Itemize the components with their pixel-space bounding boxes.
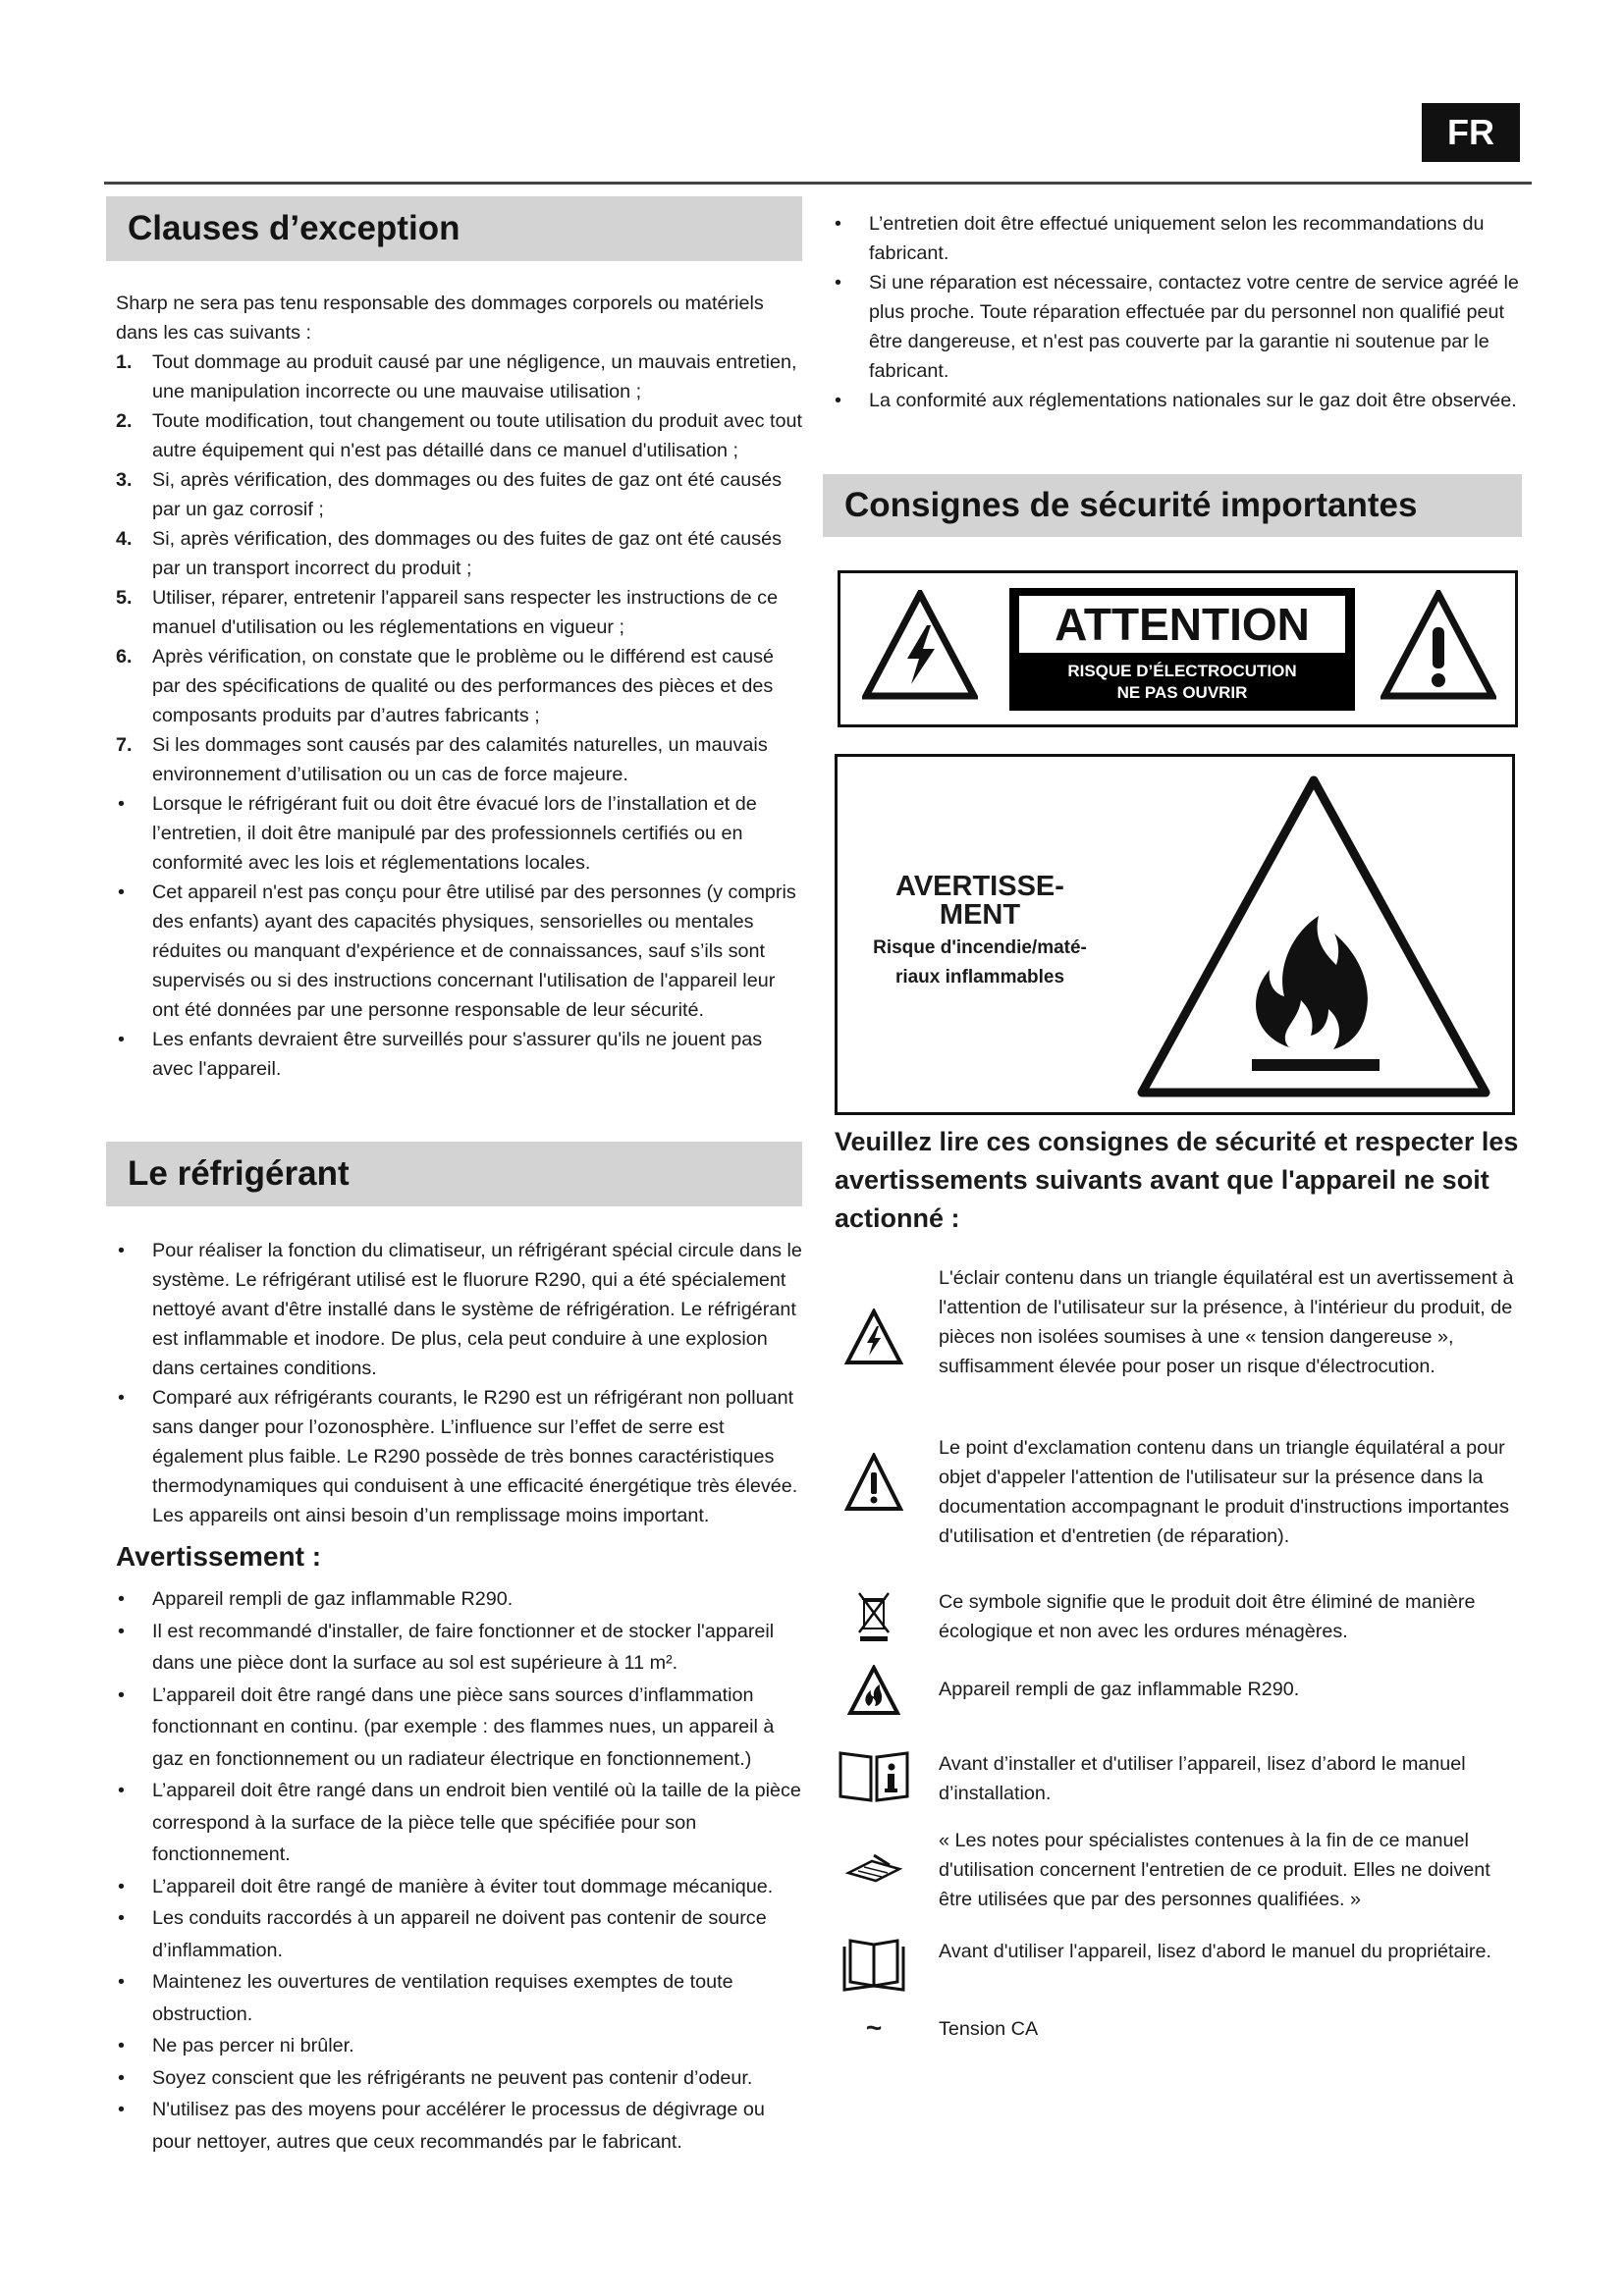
warning-body (116, 1583, 803, 2158)
list-item: • Soyez conscient que les réfrigérants ne peuvent pas contenir d’odeur. (116, 2062, 803, 2095)
lightning-triangle-icon (862, 590, 978, 700)
list-item: • La conformité aux réglementations nationales sur le gaz doit être observée. (833, 386, 1525, 415)
maintenance-body (833, 209, 1525, 415)
clauses-bullets (116, 789, 803, 1084)
list-item: • Les enfants devraient être surveillés pour s'assurer qu'ils ne jouent pas avec l'appareil. (116, 1025, 803, 1084)
list-item: • Cet appareil n'est pas conçu pour être utilisé par des personnes (y compris des enfants) ayant des capacités physiques, sensorielles ou mentales réduites ou manquant d'expérience et de connaissances, sauf s’ils sont supervisés ou si des instructions concernant l'utilisation de l'appareil leur ont été données par une personne responsable de leur sécurité. (116, 878, 803, 1025)
list-item: • Si une réparation est nécessaire, contactez votre centre de service agréé le plus proche. Toute réparation effectuée par du personnel non qualifié peut être dangereuse, et n'est pas couverte par la garantie ni soutenue par le fabricant. (833, 268, 1525, 386)
flammable-triangle-icon (847, 1665, 900, 1716)
list-item: • Comparé aux réfrigérants courants, le R290 est un réfrigérant non polluant sans danger pour l’ozonosphère. L’influence sur l’effet de serre est également plus faible. Le R290 possède de très bonnes caractéristiques thermodynamiques qui conduisent à une efficacité énergétique très élevée. Les appareils ont ainsi besoin d’un remplissage moins important. (116, 1383, 803, 1530)
open-book-icon (841, 1937, 906, 1994)
list-item: • Appareil rempli de gaz inflammable R290. (116, 1583, 803, 1616)
list-item: • Ne pas percer ni brûler. (116, 2030, 803, 2062)
manual-info-icon (838, 1749, 910, 1802)
crossed-bin-icon (857, 1591, 891, 1642)
list-item: • N'utilisez pas des moyens pour accélérer le processus de dégivrage ou pour nettoyer, autres que ceux recommandés par le fabricant. (116, 2094, 803, 2158)
flammable-triangle-icon (1132, 769, 1495, 1102)
clauses-intro: Sharp ne sera pas tenu responsable des dommages corporels ou matériels dans les cas suivants : (116, 293, 764, 344)
list-item: • Il est recommandé d'installer, de faire fonctionner et de stocker l'appareil dans une pièce dont la surface au sol est supérieure à 11 m². (116, 1616, 803, 1680)
list-item: • L’entretien doit être effectué uniquement selon les recommandations du fabricant. (833, 209, 1525, 268)
warning-subheading: Avertissement : (116, 1541, 322, 1572)
language-badge: FR (1422, 103, 1520, 162)
fire-warning-subtitle: Risque d'incendie/maté- riaux inflammables (873, 937, 1087, 988)
clauses-list (116, 347, 803, 789)
attention-subtext: RISQUE D’ÉLECTROCUTION NE PAS OUVRIR (1067, 662, 1297, 702)
exclamation-triangle-icon (844, 1453, 903, 1512)
exclamation-triangle-icon (1380, 590, 1496, 700)
header-rule (104, 182, 1532, 185)
list-item: 3. Si, après vérification, des dommages ou des fuites de gaz ont été causés par un gaz corrosif ; (116, 469, 783, 520)
list-item: • L’appareil doit être rangé de manière à éviter tout dommage mécanique. (116, 1871, 803, 1903)
list-item: • Lorsque le réfrigérant fuit ou doit être évacué lors de l’installation et de l’entretien, il doit être manipulé par des professionnels certifiés ou en conformité avec les lois et réglementations locales. (116, 789, 803, 878)
ac-tilde-icon: ~ (865, 2012, 883, 2043)
attention-title: ATTENTION (1019, 596, 1345, 653)
list-item: 6. Après vérification, on constate que le problème ou le différend est causé par des spécifications de qualité ou des performances des pièces et des composants produits par d’autres fabricants ; (116, 646, 775, 726)
list-item: 4. Si, après vérification, des dommages ou des fuites de gaz ont été causés par un transport incorrect du produit ; (116, 528, 783, 579)
symbol-row: Le point d'exclamation contenu dans un triangle équilatéral a pour objet d'appeler l'attention de l'utilisateur sur la présence dans la documentation accompagnant le produit d'instructions importantes d'utilisation et d'entretien (de réparation). (835, 1433, 1532, 1580)
symbol-row: ~ Tension CA (835, 2014, 1532, 2050)
list-item: • Maintenez les ouvertures de ventilation requises exemptes de toute obstruction. (116, 1966, 803, 2030)
fire-warning-title: AVERTISSE- MENT (895, 871, 1064, 931)
attention-box (838, 570, 1518, 727)
list-item: • L’appareil doit être rangé dans une pièce sans sources d’inflammation fonctionnant en continu. (par exemple : des flammes nues, un appareil à gaz en fonctionnement ou un radiateur électrique en fonctionnement.) (116, 1680, 803, 1776)
clauses-title: Clauses d’exception (128, 209, 460, 247)
symbol-row: Avant d'utiliser l'appareil, lisez d'abord le manuel du propriétaire. (835, 1937, 1532, 2005)
symbol-row: L'éclair contenu dans un triangle équilatéral est un avertissement à l'attention de l'utilisateur sur la présence, à l'intérieur du produit, de pièces non isolées soumises à une « tension dangereuse », suffisamment élevée pour poser un risque d'électrocution. (835, 1263, 1532, 1411)
lightning-triangle-icon (844, 1308, 903, 1365)
refrigerant-body (116, 1236, 803, 1530)
symbol-row: Avant d’installer et d'utiliser l’appareil, lisez d’abord le manuel d’installation. (835, 1749, 1532, 1818)
read-notice: Veuillez lire ces consignes de sécurité et respecter les avertissements suivants avant que l'appareil ne soit actionné : (835, 1127, 1519, 1233)
fire-warning-box (835, 754, 1515, 1115)
symbol-row: Appareil rempli de gaz inflammable R290. (835, 1675, 1532, 1724)
safety-heading (823, 474, 1522, 537)
service-manual-icon (844, 1851, 903, 1883)
attention-panel (1009, 588, 1355, 711)
clauses-heading (106, 196, 802, 261)
list-item: • Pour réaliser la fonction du climatiseur, un réfrigérant spécial circule dans le système. Le réfrigérant utilisé est le fluorure R290, qui a été spécialement nettoyé avant d'être installé dans le système de réfrigération. Le réfrigérant est inflammable et inodore. De plus, cela peut conduire à une explosion dans certaines conditions. (116, 1236, 803, 1383)
list-item: • Les conduits raccordés à un appareil ne doivent pas contenir de source d’inflammation. (116, 1902, 803, 1966)
maintenance-bullets (833, 209, 1525, 415)
list-item: • L’appareil doit être rangé dans un endroit bien ventilé où la taille de la pièce correspond à la surface de la pièce telle que spécifiée pour son fonctionnement. (116, 1775, 803, 1871)
fire-warning-text (847, 873, 1112, 992)
symbol-row: « Les notes pour spécialistes contenues à la fin de ce manuel d'utilisation concernent l'entretien de ce produit. Elles ne doivent être utilisées que par des personnes qualifiées. » (835, 1826, 1532, 1924)
refrigerant-title: Le réfrigérant (128, 1154, 350, 1193)
list-item: 1. Tout dommage au produit causé par une négligence, un mauvais entretien, une manipulation incorrecte ou une mauvaise utilisation ; (116, 351, 797, 402)
clauses-body (116, 289, 803, 1084)
warning-list (116, 1583, 803, 2158)
refrigerant-bullets (116, 1236, 803, 1530)
refrigerant-heading (106, 1142, 802, 1206)
symbol-row: Ce symbole signifie que le produit doit être éliminé de manière écologique et non avec les ordures ménagères. (835, 1587, 1532, 1646)
list-item: 7. Si les dommages sont causés par des calamités naturelles, un mauvais environnement d’utilisation ou un cas de force majeure. (116, 734, 768, 785)
list-item: 2. Toute modification, tout changement ou toute utilisation du produit avec tout autre équipement qui n'est pas détaillé dans ce manuel d'utilisation ; (116, 410, 802, 461)
list-item: 5. Utiliser, réparer, entretenir l'appareil sans respecter les instructions de ce manuel d'utilisation ou les réglementations en vigueur ; (116, 587, 779, 638)
safety-title: Consignes de sécurité importantes (844, 486, 1418, 524)
